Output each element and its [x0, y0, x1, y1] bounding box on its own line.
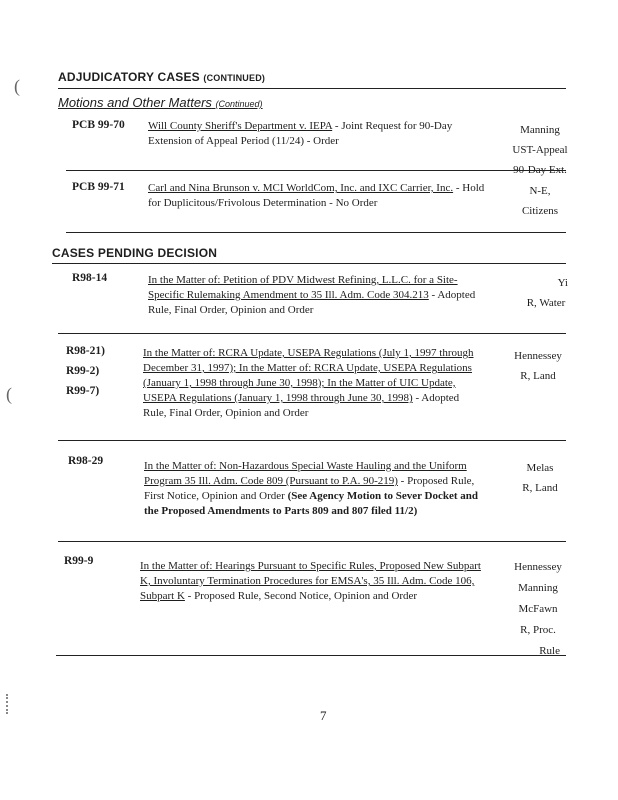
- row-rule: [66, 170, 566, 171]
- case-assignment-line: McFawn: [518, 603, 558, 615]
- case-assignment-line: 90-Day Ext.: [513, 164, 567, 176]
- case-title: Carl and Nina Brunson v. MCI WorldCom, Inc. and IXC Carrier, Inc.: [148, 182, 454, 194]
- case-assignment-line: Hennessey: [514, 561, 562, 573]
- docket-number: R99-2): [66, 365, 100, 377]
- row-rule: [66, 232, 566, 233]
- docket-number: R98-29: [68, 455, 104, 467]
- case-assignment-line: R, Proc.: [520, 624, 556, 636]
- docket-number: R98-14: [72, 272, 108, 284]
- case-description: [143, 346, 485, 421]
- section-title: [58, 70, 265, 84]
- case-description: [148, 273, 486, 318]
- case-action: - Adopted Rule, Final Order, Opinion and Order: [143, 392, 460, 419]
- pending-section-title: CASES PENDING DECISION: [52, 246, 218, 260]
- docket-number-group: [66, 341, 105, 401]
- case-title: In the Matter of: Non-Hazardous Special Waste Hauling and the Uniform Program 35 Ill. Adm. Code 809 (Pursuant to P.A. 90-219): [144, 460, 467, 487]
- row-rule: [58, 333, 566, 334]
- case-assignment: [484, 346, 592, 386]
- case-assignment-line: Melas: [526, 462, 554, 474]
- case-assignment-line: Hennessey: [514, 350, 562, 362]
- case-number: PCB 99-70: [72, 119, 125, 131]
- row-rule: [58, 440, 566, 441]
- case-action: - Proposed Rule, First Notice, Opinion and Order: [144, 475, 475, 502]
- case-assignment-line: N-E,: [529, 185, 551, 197]
- case-assignment: [496, 273, 596, 313]
- docket-number: R99-7): [66, 385, 100, 397]
- margin-mark-mid: (: [6, 384, 12, 404]
- case-assignment-line: Citizens: [521, 205, 559, 217]
- case-note: (See Agency Motion to Sever Docket and the Proposed Amendments to Parts 809 and 807 filed 11/2): [144, 490, 479, 517]
- subsection-title-suffix: (Continued): [215, 99, 263, 109]
- case-assignment: [490, 120, 590, 180]
- case-title: In the Matter of: Hearings Pursuant to Specific Rules, Proposed New Subpart K, Involuntary Termination Procedures for EMSA's, 35 Ill. Adm. Code 106, Subpart K: [140, 560, 481, 602]
- case-title: In the Matter of: RCRA Update, USEPA Regulations (July 1, 1997 through December 31, 1997); In the Matter of: RCRA Update, USEPA Regulations (January 1, 1998 through June 30, 1998); In the Matter of UIC Update, USEPA Regulations (January 1, 1998 through June 30, 1998): [143, 347, 474, 404]
- case-number: PCB 99-71: [72, 181, 125, 193]
- case-action: - Adopted Rule, Final Order, Opinion and Order: [148, 289, 476, 316]
- case-assignment-line: Manning: [518, 582, 558, 594]
- case-assignment: [484, 557, 592, 662]
- case-action: - Proposed Rule, Second Notice, Opinion and Order: [184, 590, 418, 602]
- page-number: 7: [320, 708, 327, 723]
- case-assignment-line: Yi: [557, 277, 568, 289]
- case-title: In the Matter of: Petition of PDV Midwest Refining, L.L.C. for a Site-Specific Rulemaking Amendment to 35 Ill. Adm. Code 304.213: [148, 274, 458, 301]
- case-title: Will County Sheriff's Department v. IEPA: [148, 120, 333, 132]
- case-assignment-line: Manning: [520, 124, 560, 136]
- margin-mark-top: (: [14, 76, 20, 96]
- case-assignment-line: R, Water: [526, 297, 566, 309]
- row-rule: [56, 655, 566, 656]
- case-description: [148, 119, 486, 149]
- row-rule: [58, 541, 566, 542]
- case-assignment-line: Rule: [539, 645, 560, 657]
- case-description: [144, 459, 484, 519]
- case-description: [148, 181, 486, 211]
- case-assignment: [488, 458, 592, 498]
- docket-number: R98-21): [66, 345, 105, 357]
- section-title-main: ADJUDICATORY CASES: [58, 70, 200, 84]
- subsection-title: [58, 95, 263, 110]
- case-action: - Joint Request for 90-Day Extension of Appeal Period (11/24) - Order: [148, 120, 453, 147]
- case-assignment: [490, 181, 590, 221]
- case-assignment-line: R, Land: [520, 370, 556, 382]
- case-description: [140, 559, 484, 604]
- section-rule: [58, 88, 566, 89]
- subsection-title-main: Motions and Other Matters: [58, 95, 212, 110]
- case-assignment-line: R, Land: [522, 482, 558, 494]
- margin-dots: [6, 694, 18, 714]
- section-title-suffix: (CONTINUED): [203, 73, 266, 83]
- case-action: - Hold for Duplicitous/Frivolous Determination - No Order: [148, 182, 485, 209]
- pending-section-rule: [52, 263, 566, 264]
- docket-number: R99-9: [64, 555, 94, 567]
- case-assignment-line: UST-Appeal: [512, 144, 568, 156]
